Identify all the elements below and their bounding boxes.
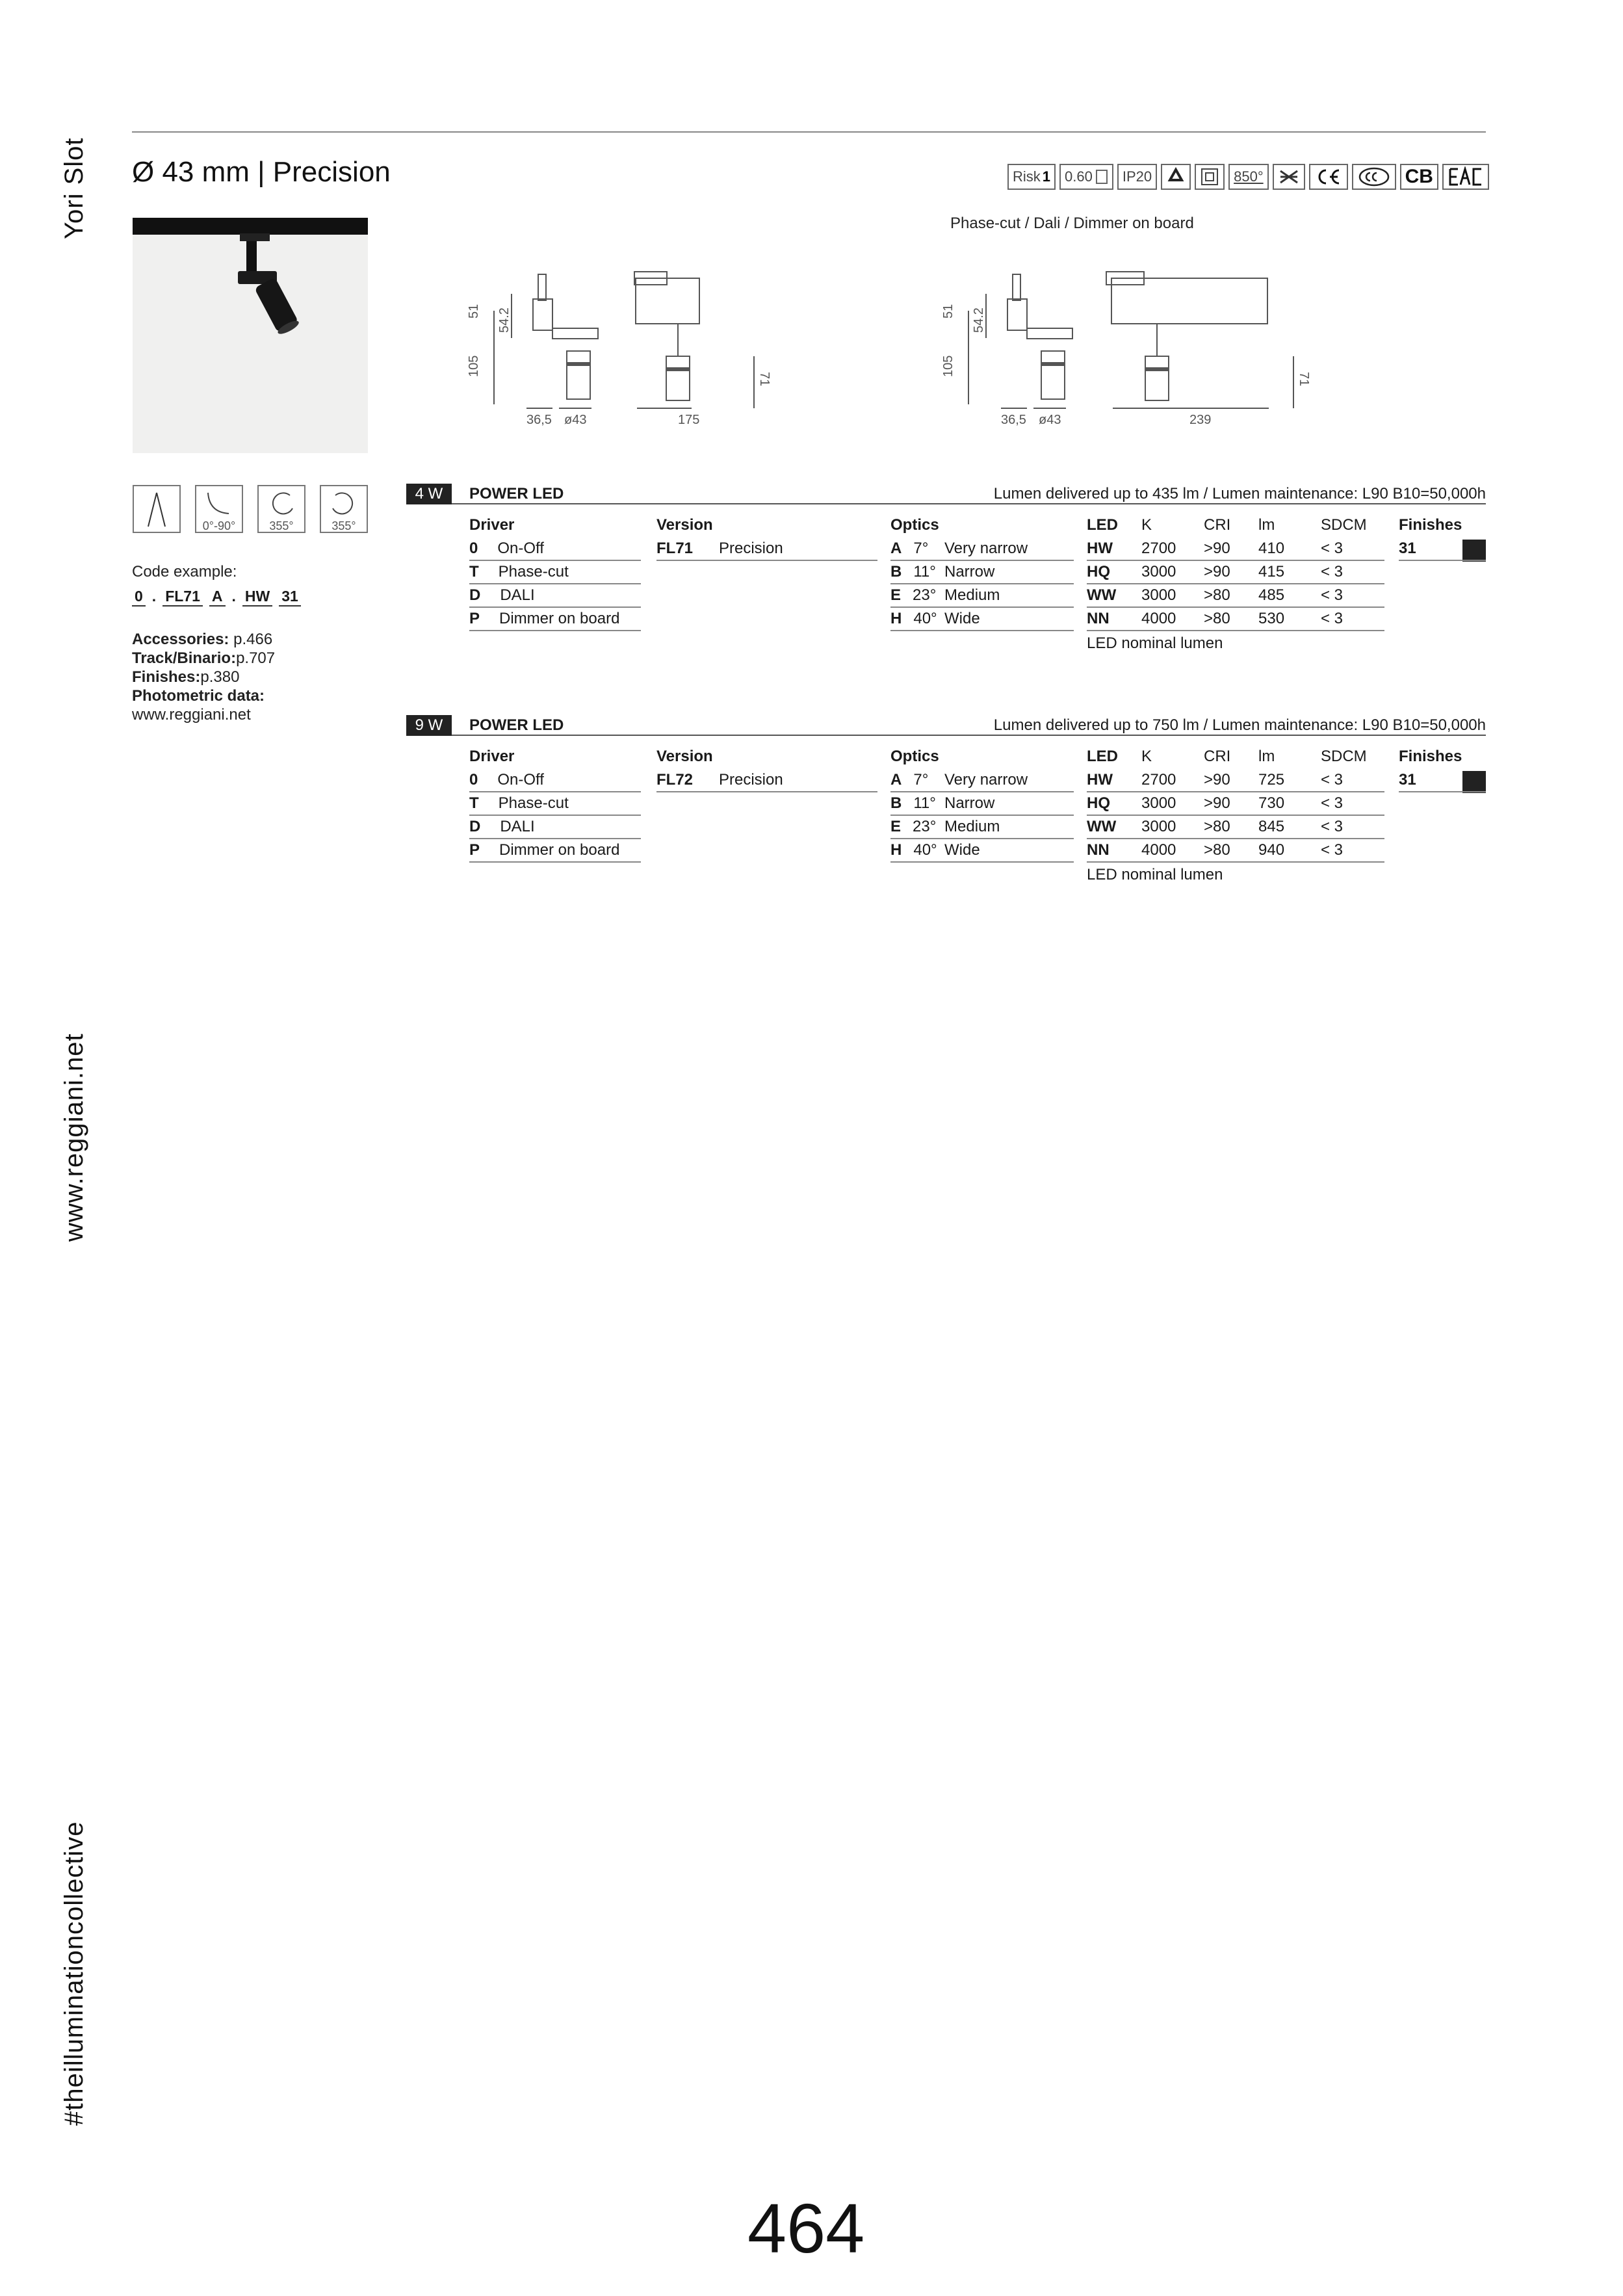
lumen-summary: Lumen delivered up to 435 lm / Lumen maintenance: L90 B10=50,000h: [993, 485, 1486, 502]
led-lm-value: 415: [1258, 563, 1285, 581]
led-cri-value: >80: [1204, 818, 1230, 835]
optics-angle: 40°: [913, 841, 937, 859]
optics-angle: 11°: [913, 563, 936, 581]
track-ref: [132, 649, 275, 668]
led-cri-value: >90: [1204, 540, 1230, 557]
rotation-label-2: 355°: [331, 519, 356, 532]
power-factor-icon: [1059, 164, 1113, 190]
driver-option[interactable]: [469, 585, 535, 606]
driver-option[interactable]: [469, 840, 619, 861]
finish-swatch: [1462, 540, 1486, 562]
version-header: Version: [656, 748, 713, 765]
plug-icon: [1095, 169, 1108, 185]
tilt-glyph: [196, 486, 242, 521]
optics-option[interactable]: [890, 562, 995, 582]
lumen-summary: Lumen delivered up to 750 lm / Lumen maintenance: L90 B10=50,000h: [993, 716, 1486, 734]
optics-name: Very narrow: [944, 540, 1028, 557]
driver-name: Dimmer on board: [499, 841, 620, 859]
driver-code: T: [469, 563, 479, 581]
driver-header: Driver: [469, 748, 515, 765]
code-separator: .: [151, 588, 157, 605]
rotation-glyph-2: [321, 486, 367, 521]
optics-code: H: [890, 841, 902, 859]
risk-icon: [1007, 164, 1056, 190]
eac-glyph: [1448, 166, 1484, 187]
led-sdcm-value: < 3: [1321, 586, 1344, 604]
led-code[interactable]: HQ: [1087, 563, 1110, 581]
led-sdcm-value: < 3: [1321, 540, 1344, 557]
code-part: FL71: [162, 588, 203, 607]
code-part: A: [209, 588, 226, 607]
optics-name: Medium: [944, 586, 1000, 604]
risk-value: 1: [1042, 168, 1051, 185]
driver-code: D: [469, 586, 481, 604]
dim-left-6: 175: [678, 413, 700, 427]
optics-option[interactable]: [890, 816, 1000, 837]
led-lm-value: 485: [1258, 586, 1285, 604]
side-label-website: www.reggiani.net: [60, 1033, 88, 1242]
version-code: FL71: [656, 540, 694, 557]
finish-row-rule: [1399, 791, 1486, 792]
optics-name: Narrow: [944, 794, 995, 812]
led-k-value: 4000: [1141, 610, 1176, 627]
optics-row-rule: [890, 630, 1074, 631]
header-rule: [132, 131, 1486, 133]
driver-row-rule: [469, 791, 641, 792]
driver-code: D: [469, 818, 481, 835]
driver-header: Driver: [469, 516, 515, 534]
led-header: LED: [1087, 516, 1118, 534]
driver-row-rule: [469, 560, 641, 561]
recycle-icon: [1161, 164, 1191, 190]
led-cri-value: >80: [1204, 586, 1230, 604]
code-example-label: Code example:: [132, 563, 237, 581]
led-row-rule: [1087, 861, 1384, 863]
optics-name: Medium: [944, 818, 1000, 835]
led-cri-value: >90: [1204, 771, 1230, 789]
feature-icons: [133, 485, 368, 533]
optics-name: Narrow: [944, 563, 995, 581]
driver-name: On-Off: [497, 771, 544, 789]
dim-left-7: 71: [757, 372, 772, 387]
optics-angle: 23°: [913, 586, 937, 604]
track-value: p.707: [236, 649, 276, 667]
driver-option[interactable]: [469, 793, 569, 814]
power-factor-label: 0.60: [1065, 168, 1093, 185]
led-sdcm-value: < 3: [1321, 818, 1344, 835]
finish-code[interactable]: 31: [1399, 540, 1416, 557]
dim-right-7: 71: [1297, 372, 1311, 387]
k-header: K: [1141, 516, 1152, 534]
crossed-glyph: [1278, 167, 1300, 187]
side-label-product: Yori Slot: [60, 137, 88, 239]
k-header: K: [1141, 748, 1152, 765]
optics-row-rule: [890, 838, 1074, 839]
led-row-rule: [1087, 815, 1384, 816]
version-row-rule: [656, 791, 877, 792]
led-row-rule: [1087, 560, 1384, 561]
optics-angle: 11°: [913, 794, 936, 812]
finish-swatch: [1462, 771, 1486, 793]
rotation-glyph-1: [259, 486, 304, 521]
driver-code: P: [469, 610, 480, 627]
led-row-rule: [1087, 583, 1384, 584]
ccc-mark-icon: [1352, 164, 1396, 190]
driver-option[interactable]: [469, 538, 544, 559]
optics-row-rule: [890, 607, 1074, 608]
driver-code: 0: [469, 771, 478, 789]
dim-right-1: 51: [941, 304, 955, 319]
photometric-label: Photometric data:: [132, 687, 265, 705]
led-k-value: 3000: [1141, 818, 1176, 835]
class-ii-icon: [1195, 164, 1225, 190]
side-label-hashtag: #theilluminationcollective: [60, 1821, 88, 2126]
optics-name: Wide: [944, 610, 980, 627]
beam-glyph: [134, 486, 179, 532]
driver-name: Dimmer on board: [499, 610, 620, 627]
led-row-rule: [1087, 607, 1384, 608]
certification-icons: [1007, 164, 1489, 190]
led-nominal-note: LED nominal lumen: [1087, 634, 1223, 652]
version-name: Precision: [719, 540, 783, 557]
led-k-value: 3000: [1141, 563, 1176, 581]
risk-label: Risk: [1013, 168, 1041, 185]
cri-header: CRI: [1204, 748, 1231, 765]
section-rule: [452, 503, 1486, 504]
optics-header: Optics: [890, 748, 939, 765]
finishes-header: Finishes: [1399, 748, 1462, 765]
led-lm-value: 530: [1258, 610, 1285, 627]
led-code[interactable]: WW: [1087, 586, 1117, 604]
optics-option[interactable]: [890, 770, 1028, 790]
code-separator: .: [231, 588, 236, 605]
led-code[interactable]: HW: [1087, 771, 1113, 789]
led-cri-value: >80: [1204, 841, 1230, 859]
optics-code: A: [890, 771, 902, 789]
optics-row-rule: [890, 560, 1074, 561]
led-row-rule: [1087, 791, 1384, 792]
track-label: Track/Binario:: [132, 649, 237, 667]
dim-left-4: 36,5: [526, 413, 552, 427]
led-sdcm-value: < 3: [1321, 794, 1344, 812]
led-header: LED: [1087, 748, 1118, 765]
finish-row-rule: [1399, 560, 1486, 561]
led-lm-value: 410: [1258, 540, 1285, 557]
rotation-icon-1: [257, 485, 305, 533]
led-nominal-note: LED nominal lumen: [1087, 866, 1223, 883]
optics-name: Very narrow: [944, 771, 1028, 789]
product-photo: [133, 218, 368, 453]
driver-name: Phase-cut: [498, 563, 569, 581]
page-number: 464: [747, 2189, 865, 2267]
optics-option[interactable]: [890, 793, 995, 814]
rotation-icon-2: [320, 485, 368, 533]
led-sdcm-value: < 3: [1321, 771, 1344, 789]
accessories-ref: [132, 631, 272, 649]
code-example: [132, 588, 301, 607]
led-k-value: 3000: [1141, 794, 1176, 812]
drawings-subtitle: Phase-cut / Dali / Dimmer on board: [950, 215, 1194, 232]
finish-code[interactable]: 31: [1399, 771, 1416, 789]
code-part: HW: [242, 588, 272, 607]
led-row-rule: [1087, 630, 1384, 631]
code-part: 0: [132, 588, 146, 607]
driver-code: 0: [469, 540, 478, 557]
dim-left-2: 54.2: [497, 307, 512, 333]
version-header: Version: [656, 516, 713, 534]
led-k-value: 3000: [1141, 586, 1176, 604]
page-title: Ø 43 mm | Precision: [132, 156, 391, 188]
optics-option[interactable]: [890, 608, 980, 629]
driver-code: T: [469, 794, 479, 812]
double-square-glyph: [1200, 167, 1219, 187]
power-led-label: POWER LED: [469, 716, 564, 734]
optics-code: E: [890, 586, 902, 604]
led-row-rule: [1087, 838, 1384, 839]
driver-name: On-Off: [497, 540, 544, 557]
sdcm-header: SDCM: [1321, 748, 1367, 765]
driver-row-rule: [469, 583, 641, 584]
led-k-value: 2700: [1141, 771, 1176, 789]
driver-row-rule: [469, 630, 641, 631]
optics-code: B: [890, 794, 902, 812]
lm-header: lm: [1258, 516, 1275, 534]
version-option[interactable]: [656, 770, 783, 790]
spotlight-image: [133, 218, 368, 453]
website-link[interactable]: www.reggiani.net: [132, 706, 251, 724]
optics-angle: 40°: [913, 610, 937, 627]
photometric-ref: [132, 687, 265, 705]
driver-code: P: [469, 841, 480, 859]
optics-code: A: [890, 540, 902, 557]
accessories-label: Accessories:: [132, 631, 229, 648]
optics-angle: 7°: [913, 540, 929, 557]
optics-option[interactable]: [890, 840, 980, 861]
dim-left-1: 51: [467, 304, 481, 319]
technical-drawing-left: [455, 260, 819, 442]
led-lm-value: 730: [1258, 794, 1285, 812]
led-cri-value: >90: [1204, 563, 1230, 581]
optics-name: Wide: [944, 841, 980, 859]
version-code: FL72: [656, 771, 694, 789]
driver-option[interactable]: [469, 608, 619, 629]
driver-row-rule: [469, 861, 641, 863]
recycle-glyph: [1166, 167, 1186, 187]
optics-header: Optics: [890, 516, 939, 534]
watt-tag: 9 W: [406, 715, 452, 736]
ce-glyph: [1314, 166, 1343, 187]
power-led-label: POWER LED: [469, 485, 564, 502]
led-lm-value: 725: [1258, 771, 1285, 789]
tilt-icon: [195, 485, 243, 533]
driver-name: Phase-cut: [498, 794, 569, 812]
optics-code: H: [890, 610, 902, 627]
driver-option[interactable]: [469, 562, 569, 582]
ccc-glyph: [1357, 166, 1391, 187]
dim-left-5: ø43: [564, 413, 587, 427]
led-code[interactable]: HQ: [1087, 794, 1110, 812]
finishes-label: Finishes:: [132, 668, 201, 686]
led-sdcm-value: < 3: [1321, 563, 1344, 581]
accessories-value: p.466: [233, 631, 273, 648]
beam-icon: [133, 485, 181, 533]
driver-row-rule: [469, 607, 641, 608]
optics-row-rule: [890, 861, 1074, 863]
led-k-value: 2700: [1141, 540, 1176, 557]
led-cri-value: >90: [1204, 794, 1230, 812]
led-cri-value: >80: [1204, 610, 1230, 627]
driver-row-rule: [469, 838, 641, 839]
cb-mark-icon: CB: [1400, 164, 1438, 190]
cri-header: CRI: [1204, 516, 1231, 534]
watt-tag: 4 W: [406, 484, 452, 504]
optics-angle: 23°: [913, 818, 937, 835]
dim-right-4: 36,5: [1001, 413, 1026, 427]
finishes-header: Finishes: [1399, 516, 1462, 534]
ip-rating-icon: IP20: [1117, 164, 1157, 190]
driver-option[interactable]: [469, 770, 544, 790]
led-lm-value: 940: [1258, 841, 1285, 859]
lm-header: lm: [1258, 748, 1275, 765]
tilt-label: 0°-90°: [202, 519, 236, 532]
code-part: 31: [279, 588, 301, 607]
technical-drawing-right: [929, 260, 1319, 442]
dim-left-3: 105: [467, 355, 481, 377]
dim-right-3: 105: [941, 355, 955, 377]
version-row-rule: [656, 560, 877, 561]
version-name: Precision: [719, 771, 783, 789]
version-option[interactable]: [656, 538, 783, 559]
led-code[interactable]: HW: [1087, 540, 1113, 557]
ce-mark-icon: [1309, 164, 1348, 190]
driver-row-rule: [469, 815, 641, 816]
optics-code: B: [890, 563, 902, 581]
section-rule: [452, 735, 1486, 736]
optics-option[interactable]: [890, 538, 1028, 559]
dim-right-6: 239: [1189, 413, 1212, 427]
sdcm-header: SDCM: [1321, 516, 1367, 534]
finishes-ref: [132, 668, 239, 686]
optics-row-rule: [890, 791, 1074, 792]
optics-row-rule: [890, 815, 1074, 816]
led-sdcm-value: < 3: [1321, 841, 1344, 859]
driver-name: DALI: [500, 586, 535, 604]
led-code[interactable]: WW: [1087, 818, 1117, 835]
rotation-label-1: 355°: [269, 519, 294, 532]
led-k-value: 4000: [1141, 841, 1176, 859]
led-lm-value: 845: [1258, 818, 1285, 835]
driver-option[interactable]: [469, 816, 535, 837]
no-insulation-icon: [1273, 164, 1305, 190]
eac-mark-icon: [1442, 164, 1489, 190]
temperature-label: 850°: [1234, 168, 1264, 185]
led-sdcm-value: < 3: [1321, 610, 1344, 627]
optics-row-rule: [890, 583, 1074, 584]
optics-code: E: [890, 818, 902, 835]
optics-angle: 7°: [913, 771, 929, 789]
optics-option[interactable]: [890, 585, 1000, 606]
led-code[interactable]: NN: [1087, 841, 1110, 859]
driver-name: DALI: [500, 818, 535, 835]
dim-right-2: 54.2: [972, 307, 986, 333]
temperature-icon: [1228, 164, 1269, 190]
dim-right-5: ø43: [1039, 413, 1061, 427]
finishes-value: p.380: [200, 668, 240, 686]
led-code[interactable]: NN: [1087, 610, 1110, 627]
